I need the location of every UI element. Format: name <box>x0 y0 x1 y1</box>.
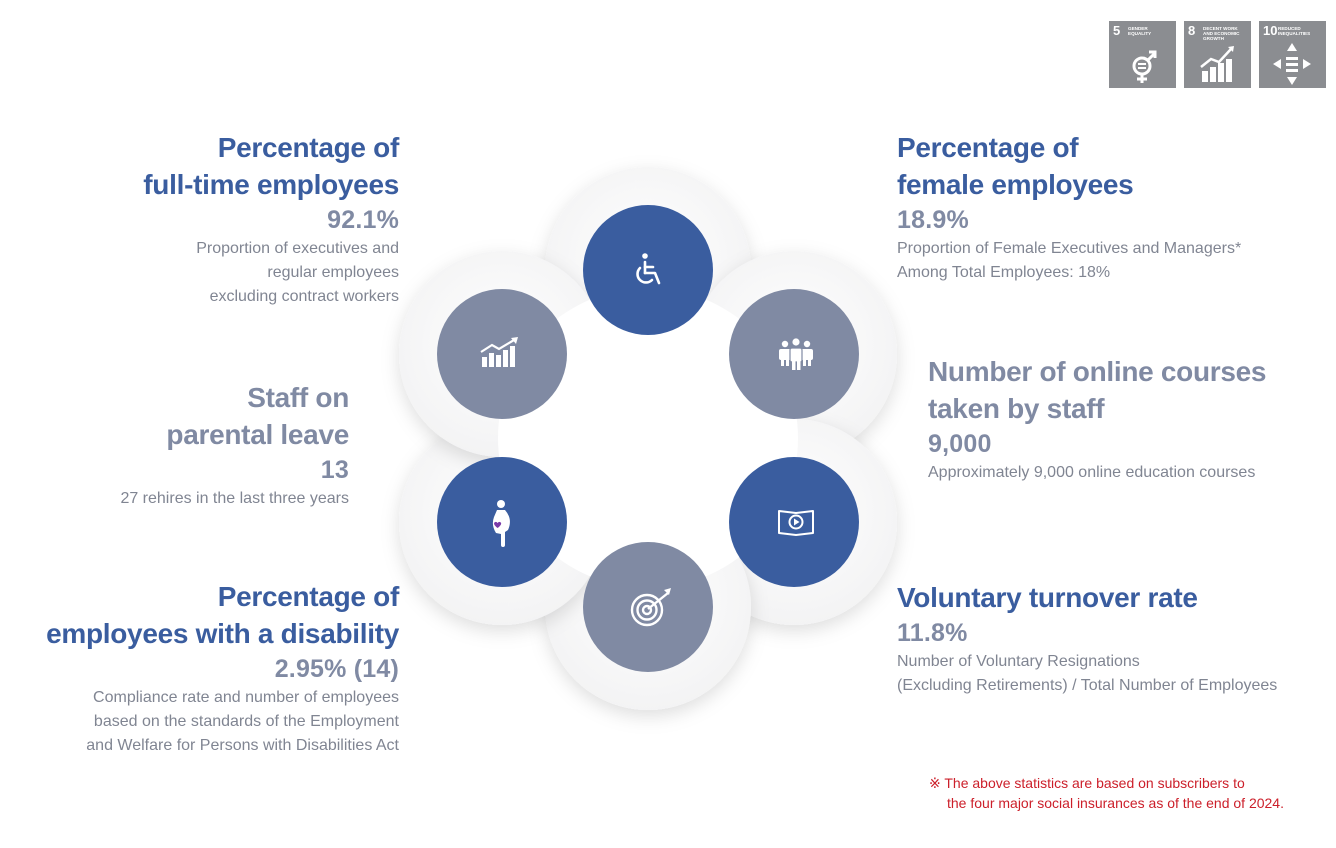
stat-title: Number of online courses taken by staff <box>928 356 1267 424</box>
sdg-number: 5 <box>1113 23 1121 38</box>
diagram-node-growth-chart <box>437 289 567 419</box>
stat-description: 27 rehires in the last three years <box>120 490 349 507</box>
stat-description: Proportion of executives and regular employees excluding contract workers <box>196 240 399 305</box>
stat-disability <box>46 578 399 758</box>
sdg-number: 8 <box>1188 23 1196 38</box>
stat-value: 9,000 <box>928 430 992 458</box>
footnote: ※ The above statistics are based on subscribers to the four major social insurances as of the end of 2024. <box>929 775 1284 811</box>
stat-description: Compliance rate and number of employees based on the standards of the Employment and Welfare for Persons with Disabilities Act <box>86 689 399 754</box>
stat-female <box>897 129 1241 285</box>
sdg-label: GENDER EQUALITY <box>1128 26 1152 36</box>
sdg-label: DECENT WORK AND ECONOMIC GROWTH <box>1203 26 1240 41</box>
stat-title: Percentage of full-time employees <box>143 132 399 200</box>
stat-description: Approximately 9,000 online education courses <box>928 464 1256 481</box>
stat-title: Percentage of employees with a disability <box>46 581 399 649</box>
stat-title: Staff on parental leave <box>166 382 349 450</box>
sdg-label: REDUCED INEQUALITIES <box>1278 26 1311 36</box>
stat-fulltime <box>143 129 399 309</box>
stat-online-courses <box>928 353 1266 485</box>
stat-description: Number of Voluntary Resignations (Excluding Retirements) / Total Number of Employees <box>897 653 1278 694</box>
diagram-node-wheelchair <box>583 205 713 335</box>
stat-value: 2.95% (14) <box>274 655 399 683</box>
stat-value: 18.9% <box>897 206 969 234</box>
stat-turnover <box>897 579 1277 698</box>
sdg-number: 10 <box>1263 23 1278 38</box>
stat-description: Proportion of Female Executives and Managers* Among Total Employees: 18% <box>897 240 1242 281</box>
stat-value: 11.8% <box>897 619 968 647</box>
stat-title: Percentage of female employees <box>897 132 1134 200</box>
stat-title: Voluntary turnover rate <box>897 582 1198 613</box>
stat-value: 92.1% <box>327 206 399 234</box>
stat-value: 13 <box>320 456 349 484</box>
stat-parental-leave <box>120 379 349 511</box>
